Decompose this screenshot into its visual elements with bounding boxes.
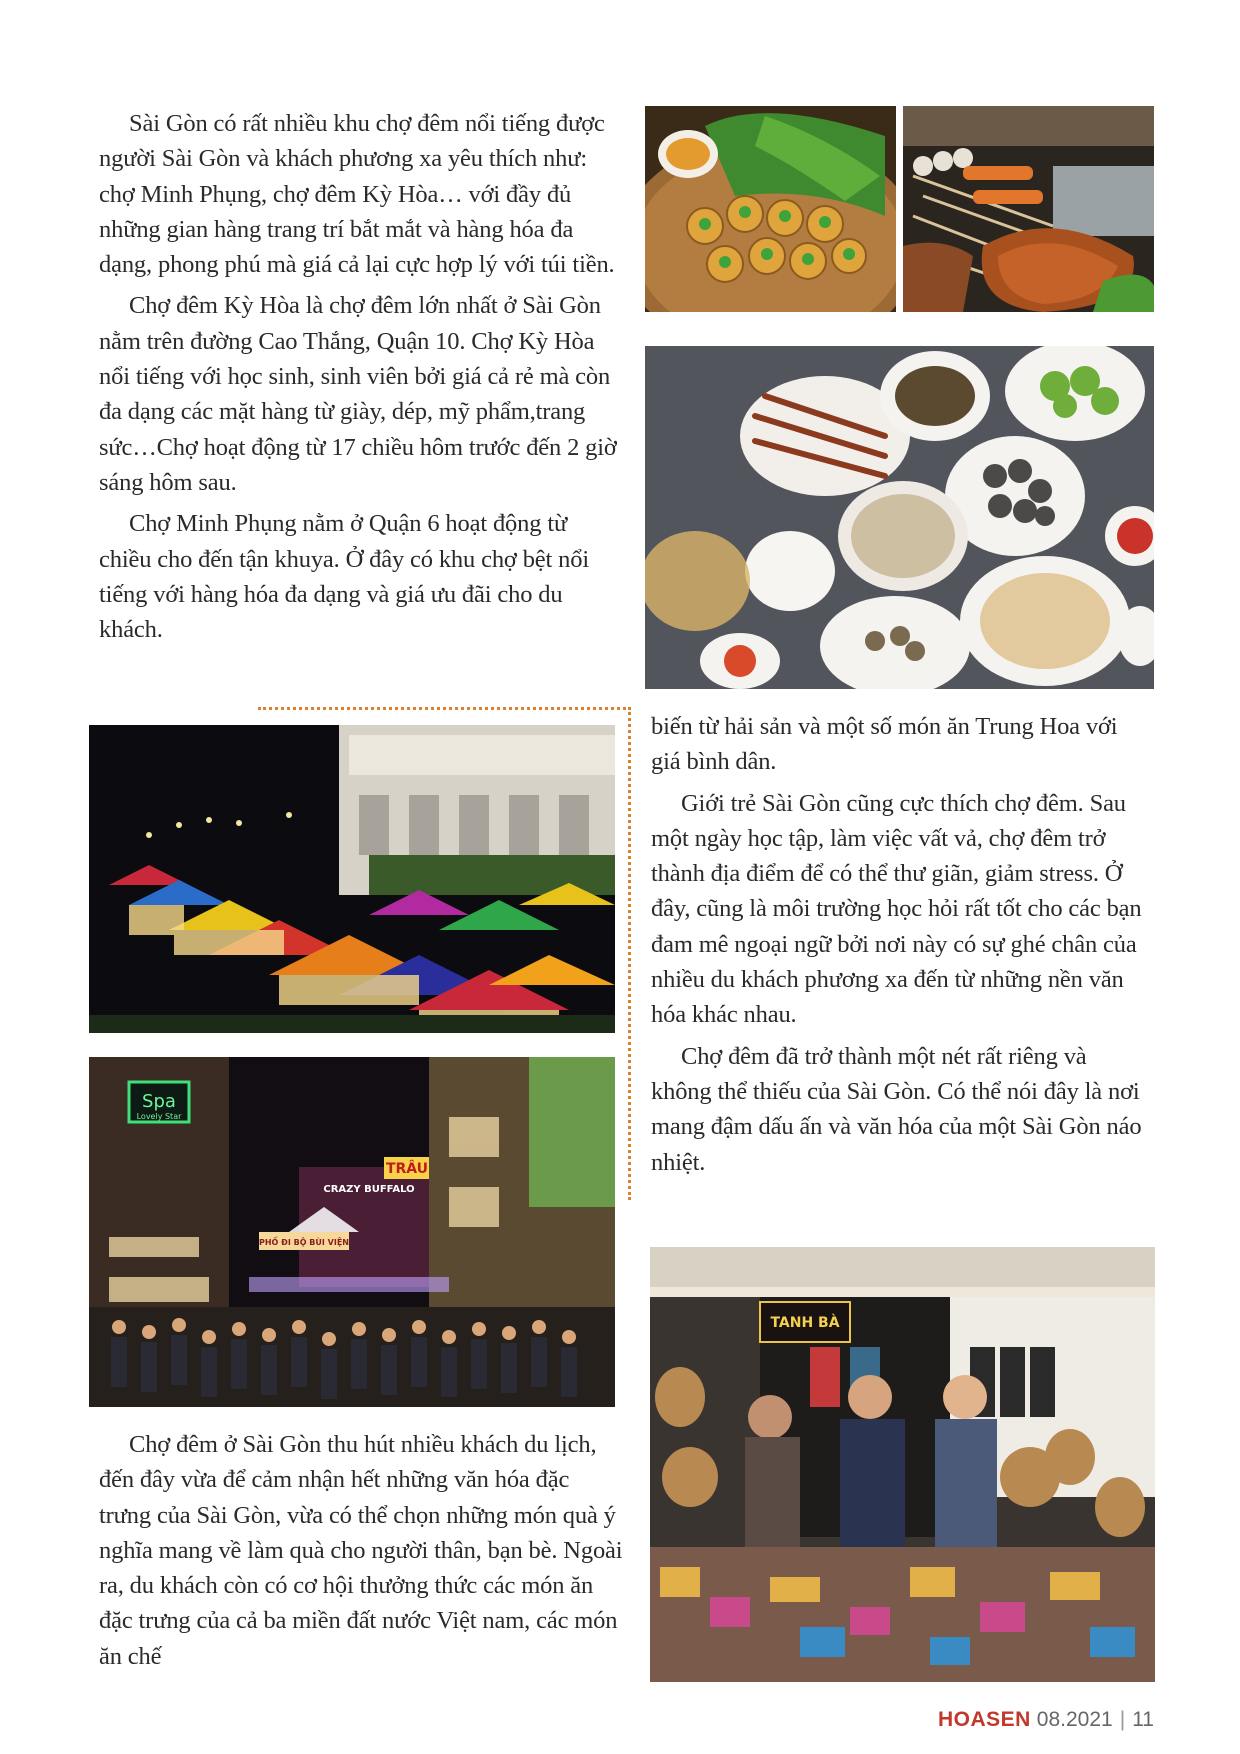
footer-separator: | xyxy=(1119,1708,1126,1731)
photo-grilled-skewers xyxy=(903,106,1154,312)
sign-trau: TRÂU xyxy=(385,1161,429,1177)
paragraph: Chợ đêm ở Sài Gòn thu hút nhiều khách du lịch, đến đây vừa để cảm nhận hết những văn hóa đặc trưng của Sài Gòn, vừa có thể chọn những món quà ý nghĩa mang về làm quà cho người thân, bạn bè. Ngoài ra, du khách còn có cơ hội thưởng thức các món ăn đặc trưng của cả ba miền đất nước Việt nam, các món ăn chế xyxy=(99,1431,623,1670)
photo-market-shoppers xyxy=(650,1247,1155,1682)
paragraph: Chợ đêm đã trở thành một nét rất riêng và không thể thiếu của Sài Gòn. Có thể nói đây là nơi mang đậm dấu ấn và văn hóa của một Sài Gòn náo nhiệt. xyxy=(651,1042,1142,1176)
paragraph: Sài Gòn có rất nhiều khu chợ đêm nổi tiếng được người Sài Gòn và khách phương xa yêu thích như: chợ Minh Phụng, chợ đêm Kỳ Hòa… với đầy đủ những gian hàng trang trí bắt mắt và hàng hóa đa dạng, phong phú mà giá cả lại cực hợp lý với túi tiền. xyxy=(99,110,615,279)
sign-pho-di-bo: PHỐ ĐI BỘ BÙI VIỆN xyxy=(259,1238,349,1247)
magazine-name: HOASEN xyxy=(937,1708,1031,1731)
sign-spa: Spa xyxy=(142,1091,176,1112)
dotted-divider xyxy=(258,707,631,710)
page-number: 11 xyxy=(1132,1708,1154,1731)
photo-walking-street xyxy=(89,1057,615,1407)
article-column-right xyxy=(651,709,1151,1186)
photo-night-market-tents xyxy=(89,725,615,1033)
article-column-left-bottom xyxy=(99,1427,624,1680)
issue-date: 08.2021 xyxy=(1036,1708,1113,1731)
page-footer xyxy=(938,1708,1154,1732)
sign-buffalo: CRAZY BUFFALO xyxy=(323,1184,415,1195)
photo-banh-khot xyxy=(645,106,896,312)
paragraph-continuation: biến từ hải sản và một số món ăn Trung Hoa với giá bình dân. xyxy=(651,713,1118,776)
paragraph: Chợ Minh Phụng nằm ở Quận 6 hoạt động từ chiều cho đến tận khuya. Ở đây có khu chợ bệt nổi tiếng với hàng hóa đa dạng và giá ưu đãi cho du khách. xyxy=(99,510,590,644)
paragraph: Giới trẻ Sài Gòn cũng cực thích chợ đêm. Sau một ngày học tập, làm việc vất vả, chợ đêm trở thành địa điểm để có thể thư giãn, giảm stress. Ở đây, cũng là môi trường học hỏi rất tốt cho các bạn đam mê ngoại ngữ bởi nơi này có sự ghé chân của nhiều du khách phương xa đến từ những nền văn hóa khác nhau. xyxy=(651,789,1142,1029)
paragraph: Chợ đêm Kỳ Hòa là chợ đêm lớn nhất ở Sài Gòn nằm trên đường Cao Thắng, Quận 10. Chợ Kỳ Hòa nổi tiếng với học sinh, sinh viên bởi giá cả rẻ mà còn đa dạng các mặt hàng từ giày, dép, mỹ phẩm,trang sức…Chợ hoạt động từ 17 chiều hôm trước đến 2 giờ sáng hôm sau. xyxy=(99,292,617,496)
dotted-divider xyxy=(628,707,631,1200)
article-column-left-top xyxy=(99,106,624,653)
sign-shop: TANH BÀ xyxy=(770,1315,840,1331)
sign-spa-sub: Lovely Star xyxy=(136,1112,182,1121)
photo-seafood-plates xyxy=(645,346,1154,689)
